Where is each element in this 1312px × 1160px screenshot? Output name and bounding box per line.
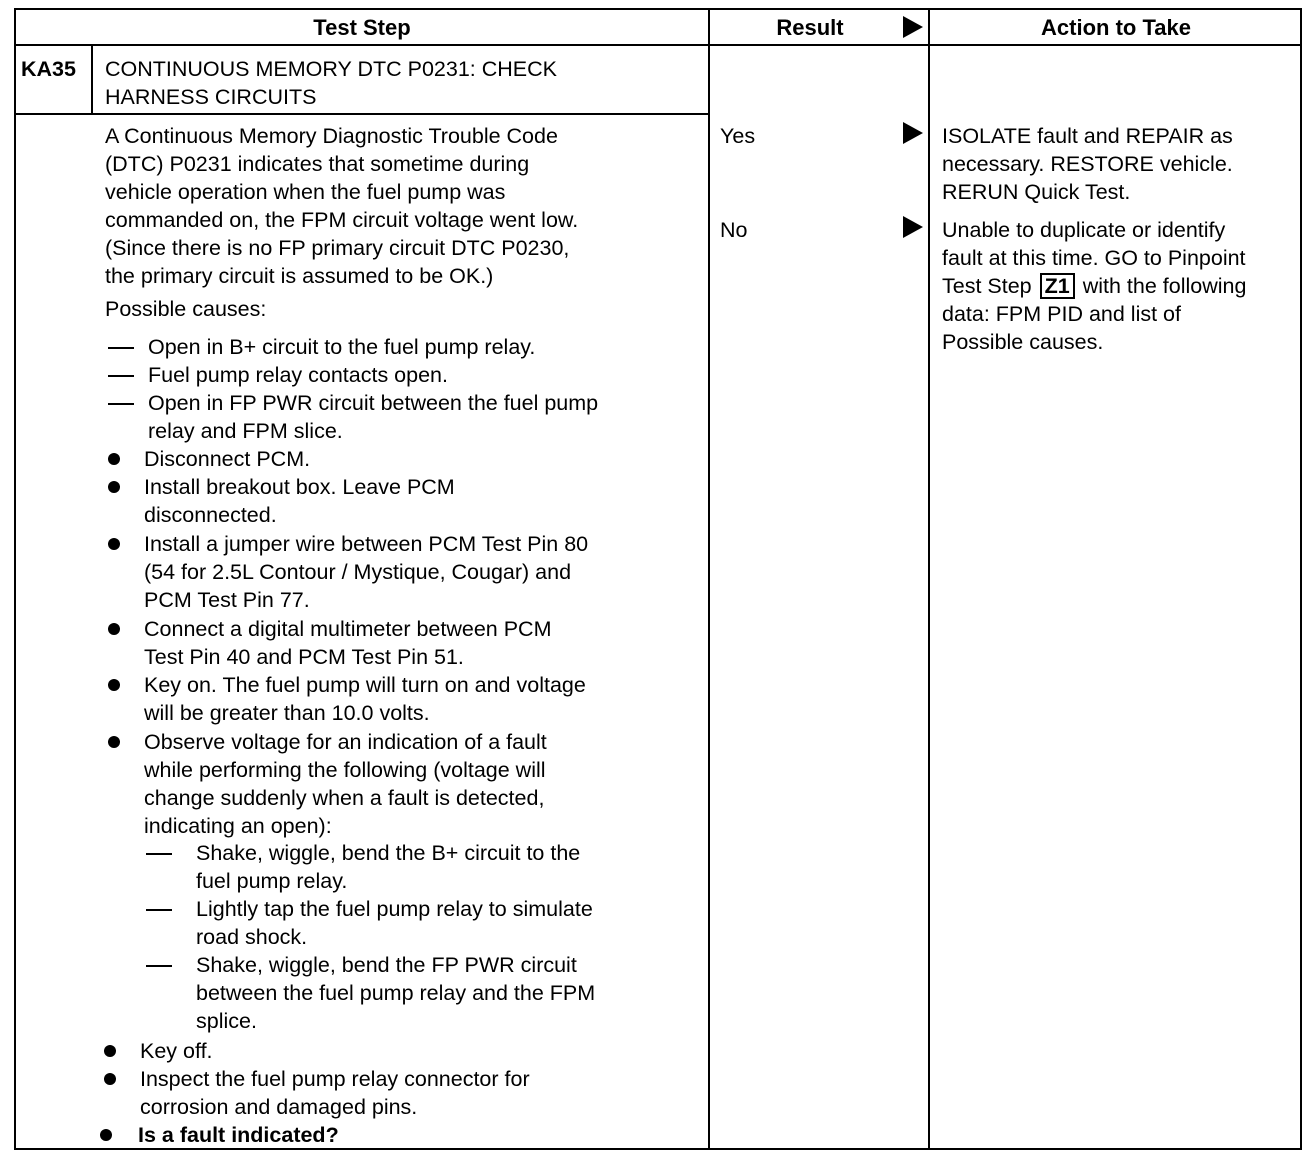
result-yes: Yes	[720, 124, 756, 148]
step-title-line: HARNESS CIRCUITS	[105, 85, 317, 109]
step-item: corrosion and damaged pins.	[140, 1095, 418, 1119]
step-item: change suddenly when a fault is detected,	[144, 786, 545, 810]
action-line: fault at this time. GO to Pinpoint	[942, 246, 1246, 270]
action-text: Test Step	[942, 274, 1032, 298]
action-line: ISOLATE fault and REPAIR as	[942, 124, 1233, 148]
step-title-line: CONTINUOUS MEMORY DTC P0231: CHECK	[105, 57, 557, 81]
sub-step-item: splice.	[196, 1009, 257, 1033]
step-item: (54 for 2.5L Contour / Mystique, Cougar) and	[144, 560, 572, 584]
result-no: No	[720, 218, 748, 242]
step-item: Inspect the fuel pump relay connector for	[140, 1067, 530, 1091]
action-line: data: FPM PID and list of	[942, 302, 1181, 326]
dash-icon	[146, 853, 172, 855]
bullet-icon	[108, 623, 120, 635]
step-item: Install a jumper wire between PCM Test Pin 80	[144, 532, 589, 556]
cause-item: Open in FP PWR circuit between the fuel pump	[148, 391, 599, 415]
possible-causes-label: Possible causes:	[105, 297, 267, 321]
dash-icon	[146, 909, 172, 911]
step-item: Key on. The fuel pump will turn on and voltage	[144, 673, 586, 697]
action-line: Possible causes.	[942, 330, 1104, 354]
pinpoint-step-link: Z1	[1040, 273, 1075, 299]
bullet-icon	[108, 679, 120, 691]
cause-item: Open in B+ circuit to the fuel pump relay.	[148, 335, 536, 359]
header-result: Result	[776, 15, 844, 40]
sub-step-item: Shake, wiggle, bend the B+ circuit to the	[196, 841, 581, 865]
action-line: necessary. RESTORE vehicle.	[942, 152, 1233, 176]
intro-line: A Continuous Memory Diagnostic Trouble Code	[105, 124, 558, 148]
intro-line: vehicle operation when the fuel pump was	[105, 180, 506, 204]
intro-line: commanded on, the FPM circuit voltage went low.	[105, 208, 579, 232]
bullet-icon	[104, 1073, 116, 1085]
step-id: KA35	[21, 57, 76, 81]
column-divider	[708, 10, 710, 1148]
step-item: PCM Test Pin 77.	[144, 588, 310, 612]
title-rule	[16, 113, 708, 115]
arrow-right-icon	[903, 122, 923, 144]
header-action: Action to Take	[1041, 15, 1191, 40]
bullet-icon	[108, 538, 120, 550]
header-test-step: Test Step	[313, 15, 411, 40]
bullet-icon	[104, 1045, 116, 1057]
step-item: Key off.	[140, 1039, 213, 1063]
cause-item: relay and FPM slice.	[148, 419, 343, 443]
intro-line: (DTC) P0231 indicates that sometime during	[105, 152, 530, 176]
intro-line: the primary circuit is assumed to be OK.)	[105, 264, 494, 288]
dash-icon	[108, 347, 134, 349]
step-item: Install breakout box. Leave PCM	[144, 475, 455, 499]
sub-step-item: fuel pump relay.	[196, 869, 348, 893]
step-item: Connect a digital multimeter between PCM	[144, 617, 552, 641]
bullet-icon	[100, 1129, 112, 1141]
question: Is a fault indicated?	[138, 1123, 339, 1147]
dash-icon	[108, 403, 134, 405]
arrow-right-icon	[903, 16, 923, 38]
dash-icon	[108, 375, 134, 377]
action-text: with the following	[1082, 274, 1247, 298]
intro-line: (Since there is no FP primary circuit DTC P0230,	[105, 236, 570, 260]
step-item: will be greater than 10.0 volts.	[144, 701, 430, 725]
cause-item: Fuel pump relay contacts open.	[148, 363, 448, 387]
sub-step-item: Shake, wiggle, bend the FP PWR circuit	[196, 953, 577, 977]
sub-step-item: Lightly tap the fuel pump relay to simulate	[196, 897, 593, 921]
bullet-icon	[108, 736, 120, 748]
action-line	[942, 272, 1246, 300]
step-item: Test Pin 40 and PCM Test Pin 51.	[144, 645, 464, 669]
action-line: RERUN Quick Test.	[942, 180, 1131, 204]
dash-icon	[146, 965, 172, 967]
step-item: Disconnect PCM.	[144, 447, 311, 471]
action-line: Unable to duplicate or identify	[942, 218, 1226, 242]
step-item: Observe voltage for an indication of a fault	[144, 730, 547, 754]
test-step-table	[14, 8, 1302, 1150]
step-item: indicating an open):	[144, 814, 332, 838]
step-id-divider	[91, 46, 93, 114]
bullet-icon	[108, 453, 120, 465]
sub-step-item: between the fuel pump relay and the FPM	[196, 981, 596, 1005]
bullet-icon	[108, 481, 120, 493]
step-item: while performing the following (voltage will	[144, 758, 546, 782]
column-divider	[928, 10, 930, 1148]
step-item: disconnected.	[144, 503, 277, 527]
sub-step-item: road shock.	[196, 925, 308, 949]
arrow-right-icon	[903, 216, 923, 238]
